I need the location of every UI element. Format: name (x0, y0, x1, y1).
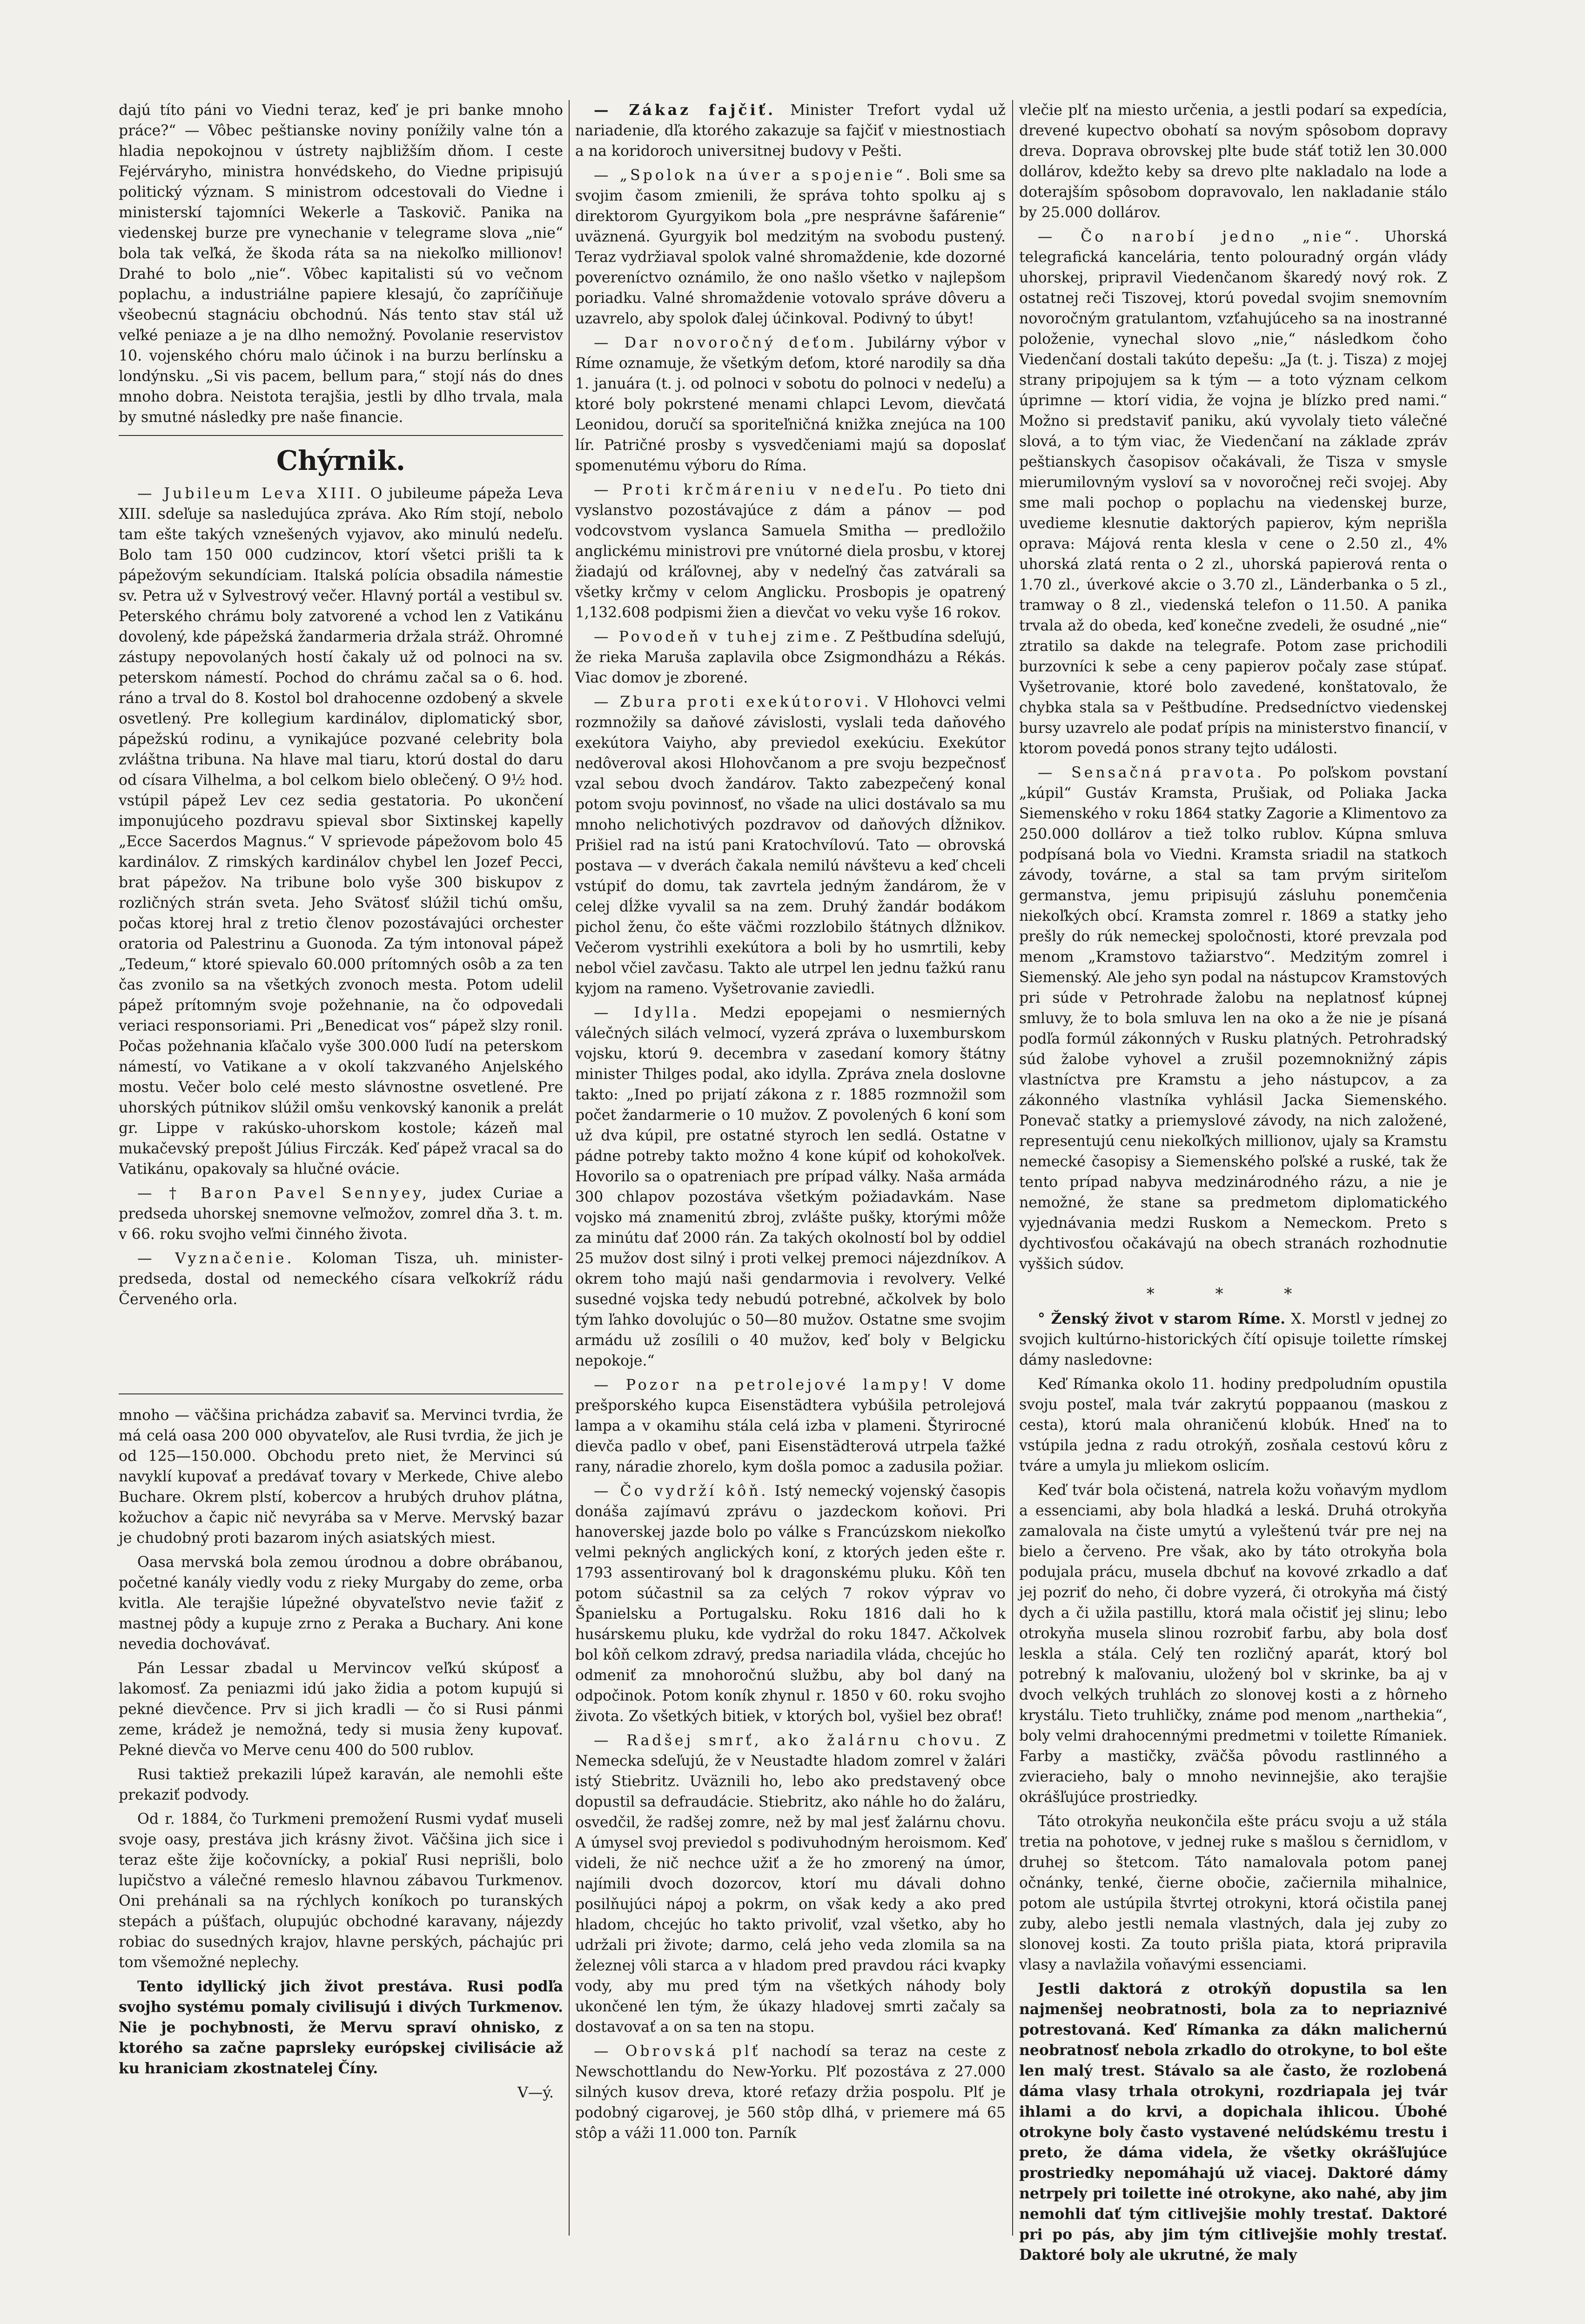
column-3 (1019, 100, 1447, 2269)
paragraph: Oasa mervská bola zemou úrodnou a dobre obrábanou, početné kanály viedly vodu z rieky Murgaby do zeme, orba kvitla. Ale terajšie lúpežné obyvateľstvo nevie ťažiť z mastnej pôdy a kupuje zrno z Peraka a Buchary. Ani kone nevedia dochovávať. (119, 1554, 563, 1653)
column-1-top (119, 100, 563, 1313)
paragraph: Tento idyllický jich život prestáva. Rusi podľa svojho systému pomaly civilisujú i divých Turkmenov. Nie je pochybnosti, že Mervu spraví ohnisko, z ktorého sa začne paprsleky európskej civilisácie až ku hraniciam zkostnatelej Číny. (119, 1978, 563, 2077)
news-item-co-narobi: — Čo narobí jedno „nie“. Uhorská telegrafická kancelária, tento polouradný orgán vlády uhorskej, pripravil Viedenčanom škaredý nový rok. Z ostatnej reči Tiszovej, ktorú povedal svojim snemovním novoročným gratulantom, vzťahujúceho sa na inostranné položenie, vynechal slovo „nie,“ následkom čoho Viedenčaní dostali takúto depešu: „Ja (t. j. Tisza) z mojej strany pripojujem sa k tým — a toto význam celkom úprimne — ktorí vidia, že vojna je blízko pred nami.“ Možno si predstaviť paniku, akú vyvolaly tieto válečné slová, a to tým viac, že Viedenčaní na základe zpráv peštianskych časopisov očakávali, že Tisza v smysle mierumilovným vysloví sa v novoročnej reči svojej. Aby sme mali pochop o poplachu na viedenskej burze, uvedieme klesnutie daktorých papierov, kým neprišla oprava: Májová renta klesla v cene o 2.50 zl., 4% uhorská zlatá renta o 2 zl., uhorská papierová renta o 1.70 zl., úverkové akcie o 3.70 zl., Länderbanka o 5 zl., tramway o 8 zl., viedenská telefon o 11.50. A panika trvala až do obeda, keď konečne zvedeli, že osudné „nie“ ztratilo sa dakde na telegrafe. Potom zase prichodili burzovníci k sebe a ceny papierov počaly zase stúpať. Vyšetrovanie, ktoré bolo zavedené, konštatovalo, že chybka stala sa v Peštbudíne. Predsedníctvo viedenskej bursy uzavrelo ale podať prípis na ministerstvo financií, v ktorom povedá ponos strany tejto události. (1019, 228, 1447, 757)
paragraph: Táto otrokyňa neukončila ešte prácu svoju a už stála tretia na pohotove, v jednej ruke s mašlou s černidlom, v druhej so štetcom. Táto namalovala potom panej očnánky, tenké, čierne obočie, začiernila mihalnice, potom ale ustúpila štvrtej otrokyni, ktorá očistila panej zuby, alebo jestli nemala vlastných, dala jej zuby zo slonovej kosti. Za touto prišla piata, ktorá pripravila vlasy a navlažila voňavými essenciami. (1019, 1813, 1447, 1973)
column-1-bottom (119, 1405, 563, 2103)
news-item-povoden: — Povodeň v tuhej zime. Z Peštbudína sdeľujú, že rieka Maruša zaplavila obce Zsigmondházu a Rékás. Viac domov je zborené. (575, 629, 1006, 686)
news-item-co-vydrzi: — Čo vydrží kôň. Istý nemecký vojenský časopis donáša zajímavú zprávu o jazdeckom koňovi. Pri hanoverskej jazde bolo po válke s Francúzskom niekoľko velmi pekných anglických koní, z ktorých jeden ešte r. 1793 assentirovaný bol k dragonskému pluku. Kôň ten potom súčastnil sa za celých 7 rokov výprav vo Španielsku a Portugalsku. Roku 1816 dali ho k husárskemu pluku, kde vydržal do roku 1847. Ačkolvek bol kôň celkom zdravý, predsa nariadila vláda, chcejúc ho odmeniť za mnohoročnú službu, aby bol daný na odpočinok. Potom koník zhynul r. 1850 v 60. roku svojho života. Zo všetkých bitiek, v ktorých bol, vyšiel bez obrať! (575, 1483, 1006, 1725)
news-item-zakaz: — Zákaz fajčiť. Minister Trefort vydal už nariadenie, dľa ktorého zakazuje sa fajčiť v miestnostiach a na koridoroch universitnej budovy v Pešti. (575, 101, 1006, 160)
news-item-sensacna: — Sensačná pravota. Po poľskom povstaní „kúpil“ Gustáv Kramsta, Prušiak, od Poliaka Jacka Siemenského v roku 1864 statky Zagorie a Klimentovo za 250.000 dollárov a tiež tolko rublov. Kúpna smluva podpísaná bola vo Viedni. Kramsta sriadil na statkoch závody, továrne, a stal sa tam prvým siriteľom germanstva, jemu pripisujú zásluhu ponemčenia niekoľkých obcí. Kramsta zomrel r. 1869 a statky jeho prešly do rúk nemeckej spoločnosti, ktoré prevzala pod menom „Kramstovo tažiarstvo“. Medzitým zomrel i Siemenský. Ale jeho syn podal na nástupcov Kramstových pri súde v Petrohrade žalobu na neplatnosť kúpnej smluvy, že to bola smluva len na oko a že nie je písaná podľa formúl zákonných v Rusku platných. Petrohradský súd žalobe vyhovel a zrušil pozemnoknižný zápis vlastníctva pre Kramstu a jeho nástupcov, a za zákonného vlastníka vyhlásil Jacka Siemenského. Ponevač statky a priemyslové závody, na nich založené, representujú cenu niekoľkých millionov, ujaly sa Kramstu nemecké časopisy a Siemenského poľské a ruské, tak že tento prípad nabyva medzinárodného rázu, a nie je nemožné, že stane sa predmetom diplomatického vyjednávania medzi Ruskom a Nemeckom. Preto s dychtivosťou očakávajú na obech stranách rozhodnutie vyššich súdov. (1019, 764, 1448, 1273)
news-item-obrovska: — Obrovská plť nachodí sa teraz na ceste z Newschottlandu do New-Yorku. Plť pozostáva z 27.000 silných kusov dreva, ktoré reťazy držia pospolu. Plť je podobný cigarovej, je 560 stôp dlhá, v priemere má 65 stôp a váži 11.000 ton. Parník (575, 2043, 1006, 2142)
news-item-radsej: — Radšej smrť, ako žalárnu chovu. Z Nemecka sdeľujú, že v Neustadte hladom zomrel v žalári istý Stiebritz. Uväznili ho, lebo ako predstavený obce dopustil sa defraudácie. Stiebritz, ako náhle ho do žaláru, osvedčil, že radšej zomre, než by mal jesť žalárnu chovu. A úmysel svoj previedol s podivuhodným heroismom. Keď videli, že nič nechce užiť a že ho zmorený na úmor, najímili dvoch dozorcov, ktorí mu dávali dohno posilňujúci nápoj a pokrm, on však kedy a ako pred hladom, chcejúc ho takto privoliť, vzal všetko, aby ho udržali pri živote; darmo, celá jeho veda zlomila sa na železnej vôli starca a v hladom pred pravdou ráci kvapky vody, aby mu pred tým na všetkých náhody boly ukončené len tým, že úkazy hladovej smrti začaly sa dostavovať a on sa ten na stopu. (575, 1732, 1006, 2036)
paragraph: Keď tvár bola očistená, natrela kožu voňavým mydlom a essenciami, aby bola hladká a leská. Druhá otrokyňa zamalovala na čiste umytú a vyleštenú tvár pre nej na bielo a červeno. Pre však, ako by táto otrokyňa bola podujala prácu, musela dbchuť na kovové zrkadlo a dať jej pozriť do neho, či dobre vyzerá, či otrokyňa má čistý dych a či užila pastillu, ktorá mala očistiť jej slinu; lebo otrokyňa musela slinou rozrobiť farbu, aby bola dosť leskla a stála. Celý ten rozličný aparát, ktorý bol potrebný k maľovaniu, uložený bol v skrinke, ba aj v dvoch velkých truhlách zo slonovej kosti a z hôrneho krystálu. Tieto truhličky, známe pod menom „narthekia“, boly velmi drahocennými predmetmi v toilette Rímaniek. Farby a mastičky, zväčša pôvodu rastlinného a zvieracieho, baly o mnoho nevinnejšie, ako terajšie okrášľujúce prostriedky. (1019, 1482, 1447, 1806)
paragraph: Pán Lessar zbadal u Mervincov veľkú skúposť a lakomosť. Za peniazmi idú jako židia a potom kupujú si pekné dievčence. Prv si jich kradli — čo si Rusi pánmi zeme, krádež je nemožná, tedy si musia ženy kupovať. Pekné dievča vo Merve cenu 400 do 500 rublov. (119, 1660, 563, 1759)
column-divider (1012, 100, 1013, 2236)
article-zensky-zivot: ° Ženský život v starom Ríme. X. Morstl v jednej zo svojich kultúrno-historických čítí opisuje toilette rímskej dámy nasledovne: (1019, 1310, 1447, 1368)
section-heading: Chýrnik. (276, 445, 406, 476)
news-item-spolok: — „Spolok na úver a spojenie“. Boli sme sa svojim časom zmienili, že správa tohto spolku aj s direktorom Gyurgyikom bola „pre nesprávne šafárenie“ uväznená. Gyurgyik bol medzitým na svobodu pustený. Teraz vydržiaval spolok valné shromaždenie, kde dozorné povereníctvo oznámilo, že ono našlo všetko v najlepšom poriadku. Valné shromaždenie votovalo správe dôveru a uzavrelo, aby spolok ďalej účinkoval. Podivný to úbyt! (575, 167, 1006, 327)
article-intro: dajú títo páni vo Viedni teraz, keď je pri banke mnoho práce?“ — Vôbec peštianske noviny ponížily valne tón a hladia nepokojnou v ústrety najbližším dňom. I ceste Fejérváryho, ministra honvédskeho, do Viedne pripisujú politický význam. S ministrom odcestovali do Viedne i ministerskí tajomníci Wekerle a Taskovič. Panika na viedenskej burze pre vynechanie v telegrame slova „nie“ bola tak veľká, že škoda ráta sa na niekoľko millionov! Drahé to bolo „nie“. Vôbec kapitalisti sú vo večnom poplachu, a industriálne papiere klesajú, čo zapríčiňuje všeobecnú stagnáciu obchodnú. Nás tento stav stál už veľké peniaze a je na dlho nemožný. Povolanie reservistov 10. vojenského chóru malo účinok i na burzu berlínsku a londýnsku. „Si vis pacem, bellum para,“ stojí nás do dnes mnoho dobra. Neistota terajšia, jestli by dlho trvala, mala by smutné následky pre naše financie. (119, 102, 563, 426)
divider (119, 1393, 563, 1394)
paragraph: Rusi taktiež prekazili lúpež karaván, ale nemohli ešte prekaziť podvody. (119, 1766, 563, 1803)
signature: V—ý. (517, 2084, 554, 2101)
paragraph: mnoho — väčšina prichádza zabaviť sa. Mervinci tvrdia, že má celá oasa 200 000 obyvateľov, ale Rusi tvrdia, že jich je od 125—150.000. Obchodu preto niet, že Mervinci sú navyklí kupovať a predávať tovary v Merkede, Chive alebo Buchare. Okrem plstí, kobercov a hrubých druhov plátna, kožuchov a čapic nič nevyrába sa v Merve. Mervský bazar je chudobný proti bazarom iných asiatských miest. (119, 1407, 563, 1547)
news-item-jubileum: — Jubileum Leva XIII. O jubileume pápeža Leva XIII. sdeľuje sa nasledujúca zpráva. Ako Rím stojí, nebolo tam ešte takých vznešených vyjavov, ako minulú nedeľu. Bolo tam 150 000 cudzincov, ktorí všetci prišli ta k pápežovým sekundíciam. Italská polícia obsadila námestie sv. Petra už v Sylvestrový večer. Hlavný portál a vestibul sv. Peterského chrámu boly zatvorené a vchod len z Vatikánu dovolený, kde pápežská žandarmeria držala stráž. Ohromné zástupy nepovolaných hostí čakaly už od polnoci na sv. peterskom námestí. Pochod do chrámu začal sa o 6. hod. ráno a trval do 8. Kostol bol drahocenne ozdobený a skvele osvetlený. Pre kollegium kardinálov, diplomatický sbor, pápežskú rodinu, a vynikajúce pozvané celebrity bola zvláštna tribuna. Na hlave mal tiaru, ktorú dostal do daru od císara Vilhelma, a bol celkom bielo oblečený. O 9½ hod. vstúpil pápež Lev cez sedia gestatoria. Po ukončení imponujúceho pozdravu spieval sbor Sixtinskej kapelly „Ecce Sacerdos Magnus.“ V sprievode pápežovom bolo 45 kardinálov. Z rimských kardinálov chybel len Jozef Pecci, brat pápežov. Na tribune bolo vyše 300 biskupov z rozličných strán sveta. Jeho Svätosť slúžil tichú omšu, počas ktorej hral z tretio členov pozostávajúci orchester oratoria od Palestrinu a Guonoda. Za tým intonoval pápež „Tedeum,“ ktoré spievalo 60.000 prítomných osôb a za ten čas zvonilo sa na všetkých zvonoch mesta. Potom udelil pápež prítomným svoje požehnanie, na čo odpovedali veriaci responsoriami. Pri „Benedicat vos“ pápež slzy ronil. Počas požehnania kľačalo vyše 300.000 ľudí na peterskom námestí, vo Vatikane a v okolí takzvaného Anjelského mostu. Večer bolo celé mesto slávnostne osvetlené. Pre uhorských pútnikov slúžil omšu venkovský kanonik a prelát gr. Lippe v rakúsko-uhorskom kostole; kázeň mal mukačevský prepošt Július Firczák. Keď pápež vracal sa do Vatikánu, opakovaly sa hlučné ovácie. (119, 485, 563, 1178)
news-item-pozor: — Pozor na petrolejové lampy! V dome prešporského kupca Eisenstädtera vybúšila petrolejová lampa a v okamihu stála celá izba v plameni. Štyrirocné dievča padlo v obeť, pani Eisenstädterová utrpela ťažké rany, náradie zhorelo, kym došla pomoc a zadusila požiar. (575, 1377, 1006, 1475)
news-item-vyznacenie: — Vyznačenie. Koloman Tisza, uh. minister-predseda, dostal od nemeckého císara veľkokríž rádu Červeného orla. (119, 1250, 563, 1308)
news-item-zbura: — Zbura proti exekútorovi. V Hlohovci velmi rozmnožily sa daňové závislosti, vyslali teda daňového exekútora Vaiyho, aby previedol exekúciu. Exekútor nedôveroval akosi Hlohovčanom a pre svoju bezpečnosť vzal sebou dvoch žandárov. Takto zabezpečený konal potom svoju povinnosť, no všade na ulici dostávalo sa mu mnoho nelichotivých pozdravov od daňových dĺžnikov. Prišiel rad na istú pani Kratochvílovú. Tato — obrovská postava — v dverách čakala nemilú návštevu a keď chceli vstúpiť do domu, tak zavrtela jedným žandárom, že v celej dĺžke vyvalil sa na zem. Druhý žandár bodákom pichol ženu, čo ešte väčmi rozzlobilo štátnych dĺžnikov. Večerom vystrihli exekútora a boli by ho usmrtili, keby nebol včiel zavčasu. Takto ale utrpel len jednu ťažkú ranu kyjom na rameno. Vyšetrovanie zaviedli. (575, 694, 1006, 997)
divider (119, 435, 563, 436)
column-2 (575, 100, 1006, 2147)
paragraph: Keď Rímanka okolo 11. hodiny predpoludním opustila svoju posteľ, mala tvár zakrytú poppaanou (maskou z cesta), ktorú mala ohraničenú klobúk. Hneď na to vstúpila jedna z radu otrokýň, zosňala cestovú kôru z tváre a umyla ju mliekom oslicím. (1019, 1376, 1447, 1474)
column-divider (569, 100, 570, 2236)
news-item-idylla: — Idylla. Medzi epopejami o nesmierných válečných silách velmocí, vyzerá zpráva o luxemburskom vojsku, ktorú 9. decembra v zasedaní komory štátny minister Thilges podal, ako idylla. Zpráva znela doslovne takto: „Ined po prijatí zákona z r. 1885 rozmnožil som počet žandarmerie o 10 mužov. Z povolených 6 koní som už dva kúpil, pre ostatné styroch len sedlá. Ostatne v pádne potreby takto možno 4 kone kúpiť od kohokoľvek. Hovorilo sa o opatreniach pre prípad války. Naša armáda 300 chlapov pozostáva všetkým požiadavkám. Nase vojsko má znamenitú zbroj, zvlášte pušky, ktorými môže za minútu dať 2000 rán. Za takých okolností bol by oddiel 25 mužov dost silný i proti velkej premoci nájezdníkov. A okrem toho majú naši gendarmovia i revolvery. Velké susedné vojska tedy nebudú potrebné, ačkolvek by bolo tým ľahko dovolujúc o 50—80 mužov. Ostatne sme svojim armádu už zosílili o 40 mužov, keď boly v Belgicku nepokoje.“ (575, 1005, 1006, 1369)
paragraph: Jestli daktorá z otrokýň dopustila sa len najmenšej neobratnosti, bola za to nepriaznivé potrestovaná. Keď Rímanka za dákn malichernú neobratnosť nebola zrkadlo do otrokyne, to bol ešte len malý trest. Stávalo sa ale často, že rozlobená dáma vlasy trhala otrokyni, rozdriapala jej tvár ihlami a do krvi, a dopichala ihlicou. Úbohé otrokyne boly často vystavené nelúdskému trestu i preto, že dáma videla, že všetky okrášľujúce prostriedky nepomáhajú už viacej. Daktoré dámy netrpely pri toilette iné otrokyne, ako nahé, aby jim nemohli dať tým citlivejšie mohly trestať. Daktoré pri po pás, aby jim tým citlivejšie mohly trestať. Daktoré boly ale ukrutné, že maly (1019, 1980, 1447, 2264)
paragraph: vlečie plť na miesto určenia, a jestli podarí sa expedícia, drevené kupectvo obohatí sa novým spôsobom dopravy dreva. Doprava obrovskej plte bude stáť totiž len 30.000 dollárov, kdežto keby sa drevo plte nakladalo na lode a doterajším spôsobom dopravovalo, len nakladanie stálo by 25.000 dollárov. (1019, 102, 1447, 221)
news-item-dar: — Dar novoročný deťom. Jubilárny výbor v Ríme oznamuje, že všetkým deťom, ktoré narodily sa dňa 1. januára (t. j. od polnoci v sobotu do polnoci v nedeľu) a ktoré boly pokrstené menami chlapci Levom, dievčatá Leonidou, doručí sa sporiteľničná knižka znejúca na 100 lír. Patričné prosby s vysvedčeniami majú sa doposlať spomenutému výboru do Ríma. (575, 335, 1006, 474)
paragraph: Od r. 1884, čo Turkmeni premožení Rusmi vydať museli svoje oasy, prestáva jich krásny život. Väčšina jich sice i teraz ešte žije kočovnícky, a pokiaľ Rusi neprišli, bolo lupičstvo a válečné remeslo hlavnou zábavou Turkmenov. Oni prehánali sa na rýchlych koníkoch po turanských stepách a púšťach, olupujúc obchodné karavany, nájezdy robiac do susedných krajov, hlavne perských, páchajúc pri tom všemožné neplechy. (119, 1811, 563, 1971)
news-item-proti: — Proti krčmáreniu v nedeľu. Po tieto dni vyslanstvo pozostávajúce z dám a pánov — pod vodcovstvom vyslanca Samuela Smitha — predložilo anglickému ministrovi pre vnútorné diela prosbu, v ktorej žiadajú od kráľovnej, aby v nedeľný čas zatvárali sa všetky krčmy v celom Anglicku. Prosbopis je opatrený 1,132.608 podpismi žien a dievčat vo veku vyše 16 rokov. (575, 482, 1006, 621)
section-stars: * * * (1146, 1285, 1320, 1303)
news-item-sennyey: — † Baron Pavel Sennyey, judex Curiae a predseda uhorskej snemovne veľmožov, zomrel dňa 3. t. m. v 66. roku svojho veľmi činného života. (119, 1185, 563, 1243)
